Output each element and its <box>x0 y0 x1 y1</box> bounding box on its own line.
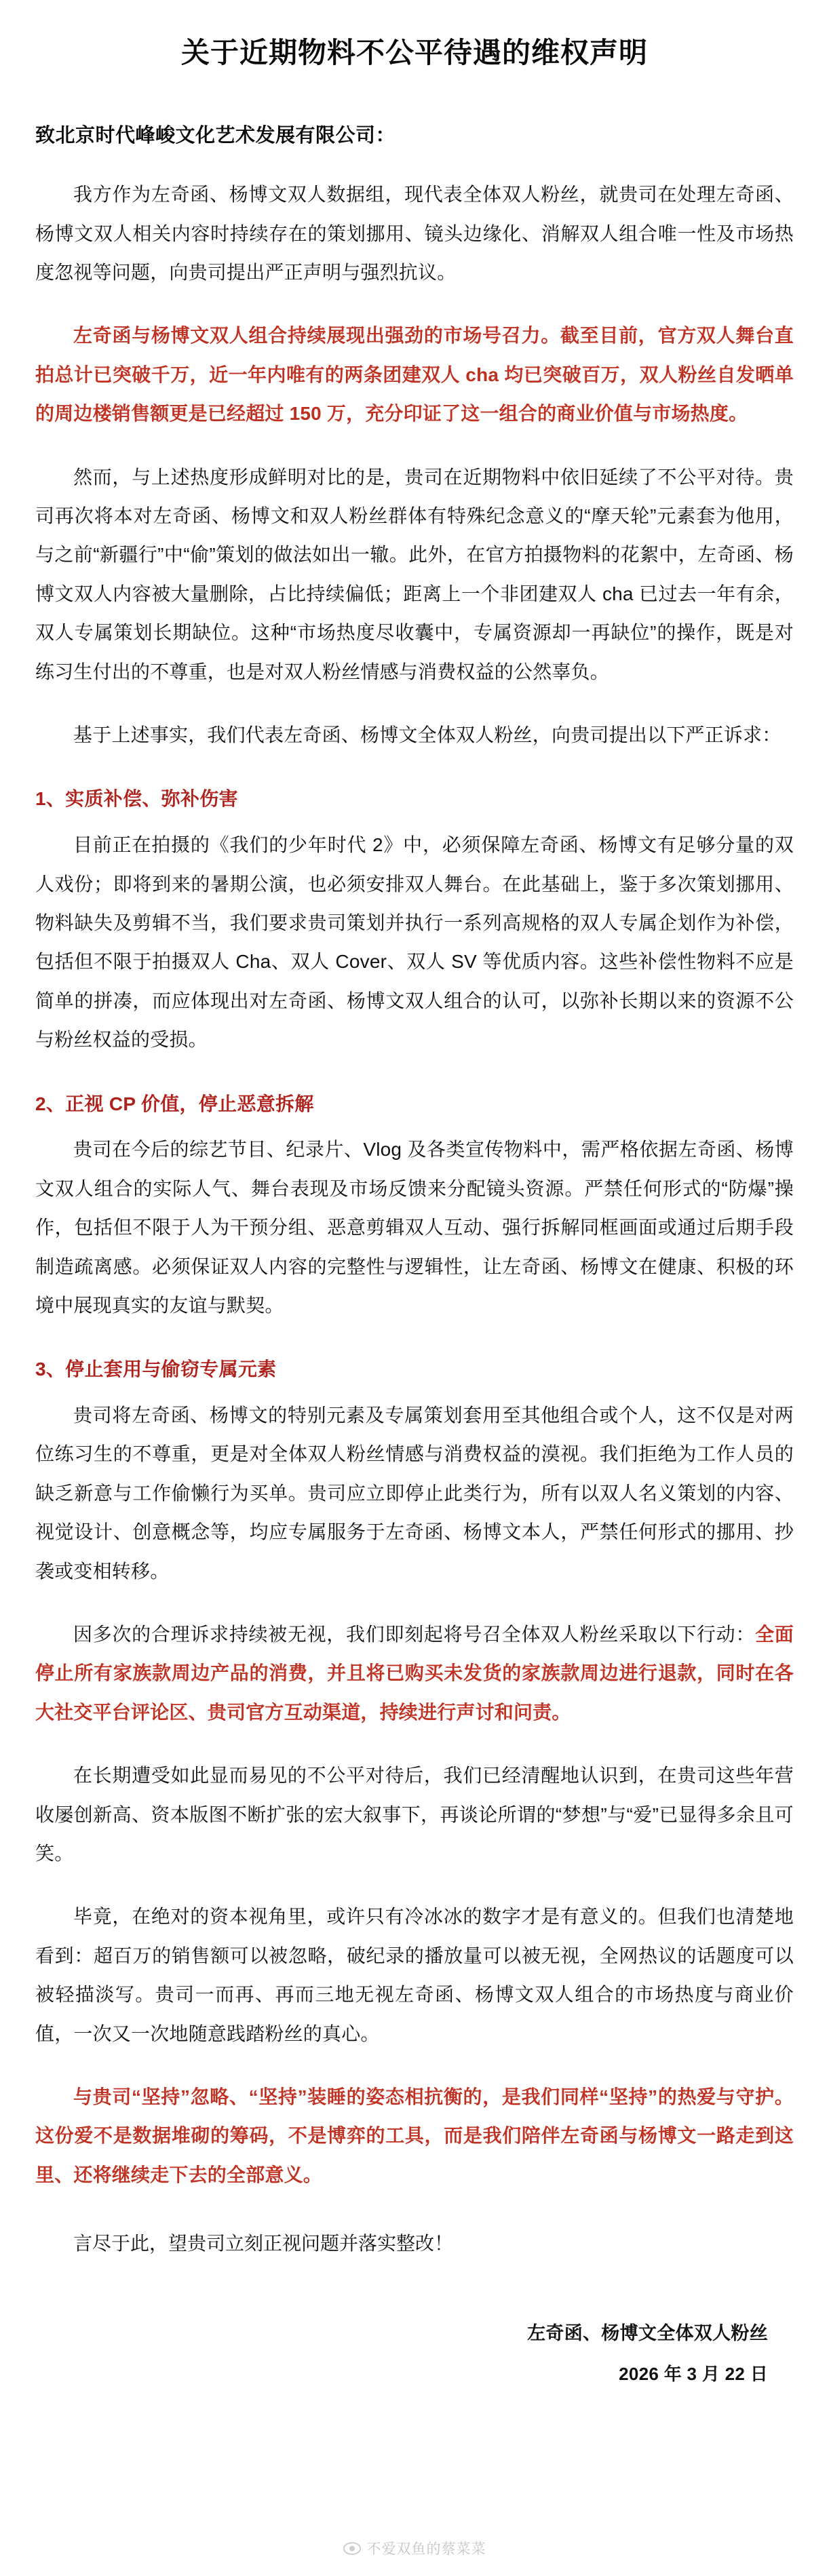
paragraph-demands-lead: 基于上述事实，我们代表左奇函、杨博文全体双人粉丝，向贵司提出以下严正诉求： <box>73 724 782 745</box>
page-title: 关于近期物料不公平待遇的维权声明 <box>180 37 648 69</box>
paragraph-realization: 在长期遭受如此显而易见的不公平对待后，我们已经清醒地认识到，在贵司这些年营收屡创新高、资本版图不断扩张的宏大叙事下，再谈论所谓的“梦想”与“爱”已显得多余且可笑。 <box>35 1765 794 1864</box>
document-page <box>0 19 829 2576</box>
paragraph-unfair-treatment: 然而，与上述热度形成鲜明对比的是，贵司在近期物料中依旧延续了不公平对待。贵司再次将本对左奇函、杨博文和双人粉丝群体有特殊纪念意义的“摩天轮”元素套为他用，与之前“新疆行”中“偷”策划的做法如出一辙。此外，在官方拍摄物料的花絮中，左奇函、杨博文双人内容被大量删除，占比持续偏低；距离上一个非团建双人 cha 已过去一年有余，双人专属策划长期缺位。这种“市场热度尽收囊中，专属资源却一再缺位”的操作，既是对练习生付出的不尊重，也是对双人粉丝情感与消费权益的公然辜负。 <box>35 466 794 682</box>
bottom-spacer <box>19 2385 810 2467</box>
section-heading-2: 2、正视 CP 价值，停止恶意拆解 <box>35 1093 314 1114</box>
signature-signer: 左奇函、杨博文全体双人粉丝 <box>527 2322 768 2343</box>
signature-date: 2026 年 3 月 22 日 <box>619 2363 768 2384</box>
section-body-2: 贵司在今后的综艺节目、纪录片、Vlog 及各类宣传物料中，需严格依据左奇函、杨博文双人组合的实际人气、舞台表现及市场反馈来分配镜头资源。严禁任何形式的“防爆”操作，包括但不限于人为干预分组、恶意剪辑双人互动、强行拆解同框画面或通过后期手段制造疏离感。必须保证双人内容的完整性与逻辑性，让左奇函、杨博文在健康、积极的环境中展现真实的友谊与默契。 <box>35 1139 794 1316</box>
paragraph-intro: 我方作为左奇函、杨博文双人数据组，现代表全体双人粉丝，就贵司在处理左奇函、杨博文双人相关内容时持续存在的策划挪用、镜头边缘化、消解双人组合唯一性及市场热度忽视等问题，向贵司提出严正声明与强烈抗议。 <box>35 184 794 284</box>
closing-line: 言尽于此，望贵司立刻正视问题并落实整改！ <box>73 2233 454 2255</box>
weibo-eye-icon <box>343 2541 361 2556</box>
section-body-3: 贵司将左奇函、杨博文的特别元素及专属策划套用至其他组合或个人，这不仅是对两位练习生的不尊重，更是对全体双人粉丝情感与消费权益的漠视。我们拒绝为工作人员的缺乏新意与工作偷懒行为买单。贵司应立即停止此类行为，所有以双人名义策划的内容、视觉设计、创意概念等，均应专属服务于左奇函、杨博文本人，严禁任何形式的挪用、抄袭或变相转移。 <box>35 1405 794 1582</box>
paragraph-market-highlight: 左奇函与杨博文双人组合持续展现出强劲的市场号召力。截至目前，官方双人舞台直拍总计已突破千万，近一年内唯有的两条团建双人 cha 均已突破百万，双人粉丝自发晒单的周边楼销售额更是已经超过 150 万，充分印证了这一组合的商业价值与市场热度。 <box>35 325 794 425</box>
salutation: 致北京时代峰峻文化艺术发展有限公司： <box>35 124 396 147</box>
action-red-text: 全面停止所有家族款周边产品的消费，并且将已购买未发货的家族款周边进行退款，同时在各大社交平台评论区、贵司官方互动渠道，持续进行声讨和问责。 <box>35 1624 794 1723</box>
paragraph-final-red: 与贵司“坚持”忽略、“坚持”装睡的姿态相抗衡的，是我们同样“坚持”的热爱与守护。这份爱不是数据堆砌的筹码，不是博弈的工具，而是我们陪伴左奇函与杨博文一路走到这里、还将继续走下去的全部意义。 <box>35 2086 794 2185</box>
section-heading-3: 3、停止套用与偷窃专属元素 <box>35 1359 277 1380</box>
section-body-1: 目前正在拍摄的《我们的少年时代 2》中，必须保障左奇函、杨博文有足够分量的双人戏份；即将到来的暑期公演，也必须安排双人舞台。在此基础上，鉴于多次策划挪用、物料缺失及剪辑不当，我们要求贵司策划并执行一系列高规格的双人专属企划作为补偿，包括但不限于拍摄双人 Cha、双人 Cover、双人 SV 等优质内容。这些补偿性物料不应是简单的拼凑，而应体现出对左奇函、杨博文双人组合的认可，以弥补长期以来的资源不公与粉丝权益的受损。 <box>35 834 794 1051</box>
paragraph-action <box>35 1615 794 1732</box>
watermark <box>0 2538 829 2558</box>
paragraph-numbers: 毕竟，在绝对的资本视角里，或许只有冷冰冰的数字才是有意义的。但我们也清楚地看到：超百万的销售额可以被忽略，破纪录的播放量可以被无视，全网热议的话题度可以被轻描淡写。贵司一而再、再而三地无视左奇函、杨博文双人组合的市场热度与商业价值，一次又一次地随意践踏粉丝的真心。 <box>35 1906 794 2044</box>
action-prefix-text: 因多次的合理诉求持续被无视，我们即刻起将号召全体双人粉丝采取以下行动： <box>73 1624 756 1645</box>
section-heading-1: 1、实质补偿、弥补伤害 <box>35 788 238 810</box>
watermark-text: 不爱双鱼的蔡菜菜 <box>366 2541 486 2558</box>
